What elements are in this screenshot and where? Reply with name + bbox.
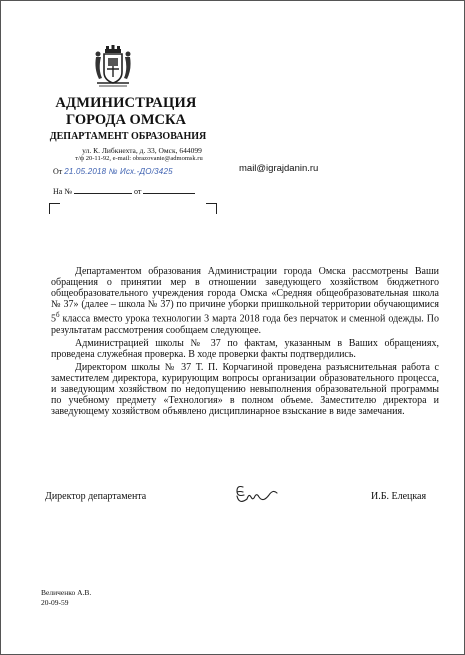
letter-body	[51, 266, 439, 420]
address-corner-left	[49, 203, 60, 214]
org-name-line2: ГОРОДА ОМСКА	[66, 112, 186, 128]
address: ул. К. Либкнехта, д. 33, Омск, 644099	[82, 146, 202, 155]
class-letter-superscript: б	[56, 311, 60, 320]
reference-date-blank	[143, 185, 195, 194]
department-name: ДЕПАРТАМЕНТ ОБРАЗОВАНИЯ	[49, 131, 207, 142]
from-label: От	[53, 167, 63, 176]
recipient-email: mail@igrajdanin.ru	[239, 163, 319, 174]
reference-date-label: от	[133, 187, 142, 196]
paragraph-1-text-a: Департаментом образования Администрации города Омска рассмотрены Ваши обращения о принятии мер в отношении заведующего хозяйством бюджетного общеобразовательного учреждения города Омска «Средняя общеобразовательная школа № 37» (далее – школа № 37) по причине уборки пришкольной территории обучающимися 5	[51, 266, 439, 325]
address-corner-right	[206, 203, 217, 214]
paragraph-1-text-b: класса вместо урока технологии 3 марта 2018 года без перчаток и сменной одежды. По результатам рассмотрения сообщаем следующее.	[51, 313, 439, 336]
paragraph-1	[51, 266, 439, 336]
reference-no-blank	[74, 185, 132, 194]
executor-name: Величенко А.В.	[41, 588, 92, 597]
paragraph-3: Директором школы № 37 Т. П. Корчагиной проведена разъяснительная работа с заместителем директора, курирующим вопросы организации образовательного процесса, и заведующим хозяйством по недопущению невыполнения образовательной программы по учебному предмету «Технология» в полном объеме. Заместителю директора и заведующему хозяйством объявлено дисциплинарное взыскание в виде замечания.	[51, 362, 439, 418]
outgoing-number-line	[53, 167, 173, 176]
contacts: т/ф 20-11-92, e-mail: obrazovanie@admomsk.ru	[75, 155, 203, 162]
org-name-line1: АДМИНИСТРАЦИЯ	[55, 95, 197, 111]
executor-phone: 20-09-59	[41, 598, 69, 607]
paragraph-2: Администрацией школы № 37 по фактам, указанным в Ваших обращениях, проведена служебная проверка. В ходе проверки факты подтвердились.	[51, 337, 439, 360]
reference-no-label: На №	[53, 187, 72, 196]
coat-of-arms-icon	[93, 45, 133, 91]
outgoing-number-handwritten: 21.05.2018 № Исх.-ДО/3425	[64, 167, 173, 176]
handwritten-signature	[229, 479, 289, 509]
signatory-name: И.Б. Елецкая	[371, 491, 427, 502]
reference-number-line	[53, 185, 195, 196]
signatory-title: Директор департамента	[45, 491, 147, 502]
